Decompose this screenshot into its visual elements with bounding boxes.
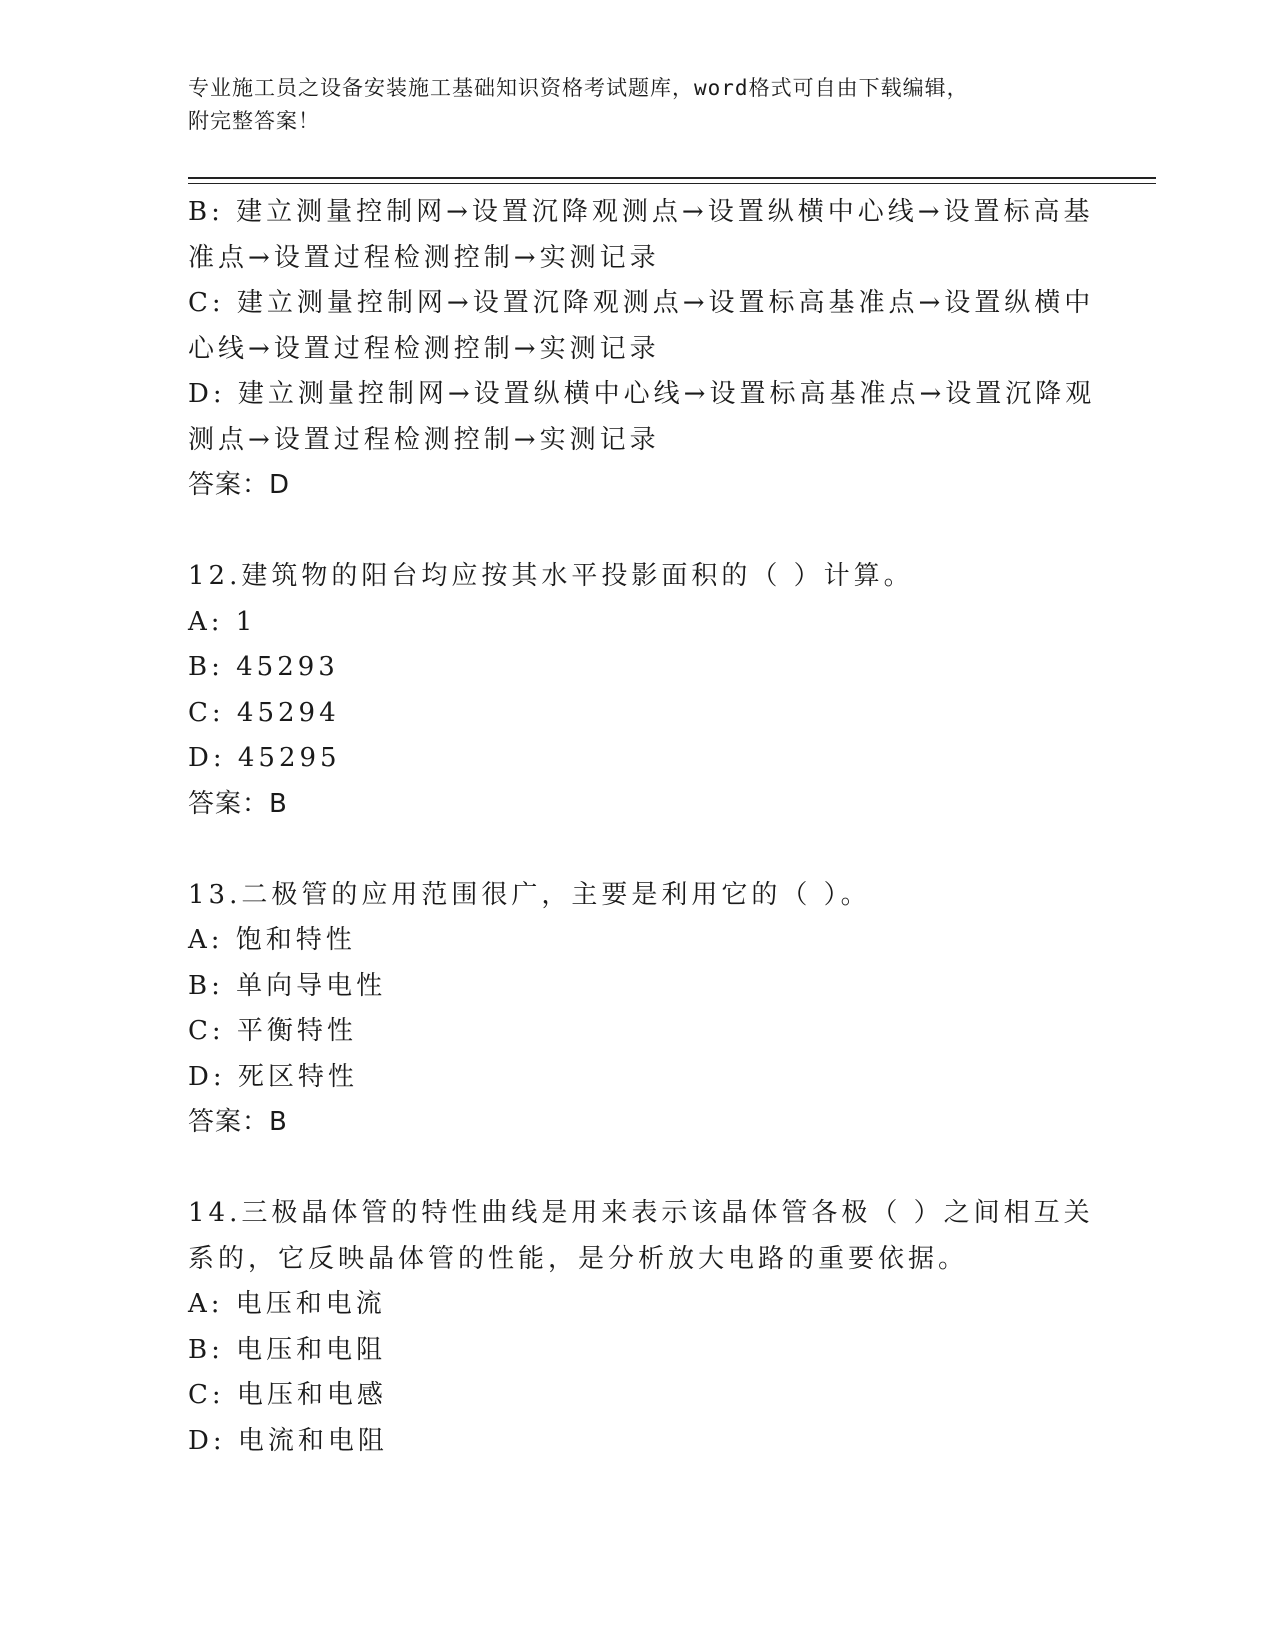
q14-stem-line-2: 系的，它反映晶体管的性能，是分析放大电路的重要依据。 (188, 1243, 969, 1274)
q11-option-c-line-2: 心线→设置过程检测控制→实测记录 (188, 333, 660, 364)
q12-option-d: D: 45295 (188, 743, 341, 773)
q11-option-d-line-2: 测点→设置过程检测控制→实测记录 (188, 424, 660, 455)
q11-option-c-line-1: C: 建立测量控制网→设置沉降观测点→设置标高基准点→设置纵横中 (188, 288, 1095, 318)
q13-option-b: B: 单向导电性 (188, 970, 387, 1001)
question-13 (188, 873, 1088, 1146)
q12-option-a: A: 1 (188, 606, 257, 637)
q11-answer: 答案：D (188, 470, 291, 500)
q11-option-b-line-2: 准点→设置过程检测控制→实测记录 (188, 242, 660, 273)
q13-option-c: C: 平衡特性 (188, 1016, 357, 1046)
q12-answer: 答案：B (188, 788, 288, 819)
q14-option-b: B: 电压和电阻 (188, 1334, 387, 1365)
q13-option-d: D: 死区特性 (188, 1061, 358, 1092)
q14-option-a: A: 电压和电流 (188, 1289, 386, 1319)
question-12 (188, 554, 1088, 827)
question-14 (188, 1191, 1094, 1464)
q14-option-c: C: 电压和电感 (188, 1380, 387, 1410)
q14-stem-line-1: 14.三极晶体管的特性曲线是用来表示该晶体管各极（ ）之间相互关 (188, 1198, 1094, 1228)
spacer (188, 827, 1088, 873)
q11-option-b-line-1: B: 建立测量控制网→设置沉降观测点→设置纵横中心线→设置标高基 (188, 197, 1094, 227)
document-header (188, 72, 1068, 138)
q14-option-d: D: 电流和电阻 (188, 1425, 388, 1456)
q12-stem: 12.建筑物的阳台均应按其水平投影面积的（ ）计算。 (188, 561, 914, 591)
header-line-2: 附完整答案！ (188, 109, 320, 133)
q13-option-a: A: 饱和特性 (188, 925, 356, 955)
q13-answer: 答案：B (188, 1107, 288, 1137)
header-line-1: 专业施工员之设备安装施工基础知识资格考试题库，word格式可自由下载编辑， (188, 76, 969, 100)
question-11-tail (188, 190, 1096, 509)
q11-option-d-line-1: D: 建立测量控制网→设置纵横中心线→设置标高基准点→设置沉降观 (188, 379, 1096, 409)
header-divider-thin (188, 183, 1156, 184)
q12-option-c: C: 45294 (188, 697, 340, 728)
question-content (188, 190, 1096, 1464)
spacer (188, 509, 1088, 555)
q13-stem: 13.二极管的应用范围很广，主要是利用它的（ ）。 (188, 879, 871, 910)
header-divider-thick (188, 177, 1156, 179)
spacer (188, 1146, 1088, 1192)
q12-option-b: B: 45293 (188, 652, 339, 682)
